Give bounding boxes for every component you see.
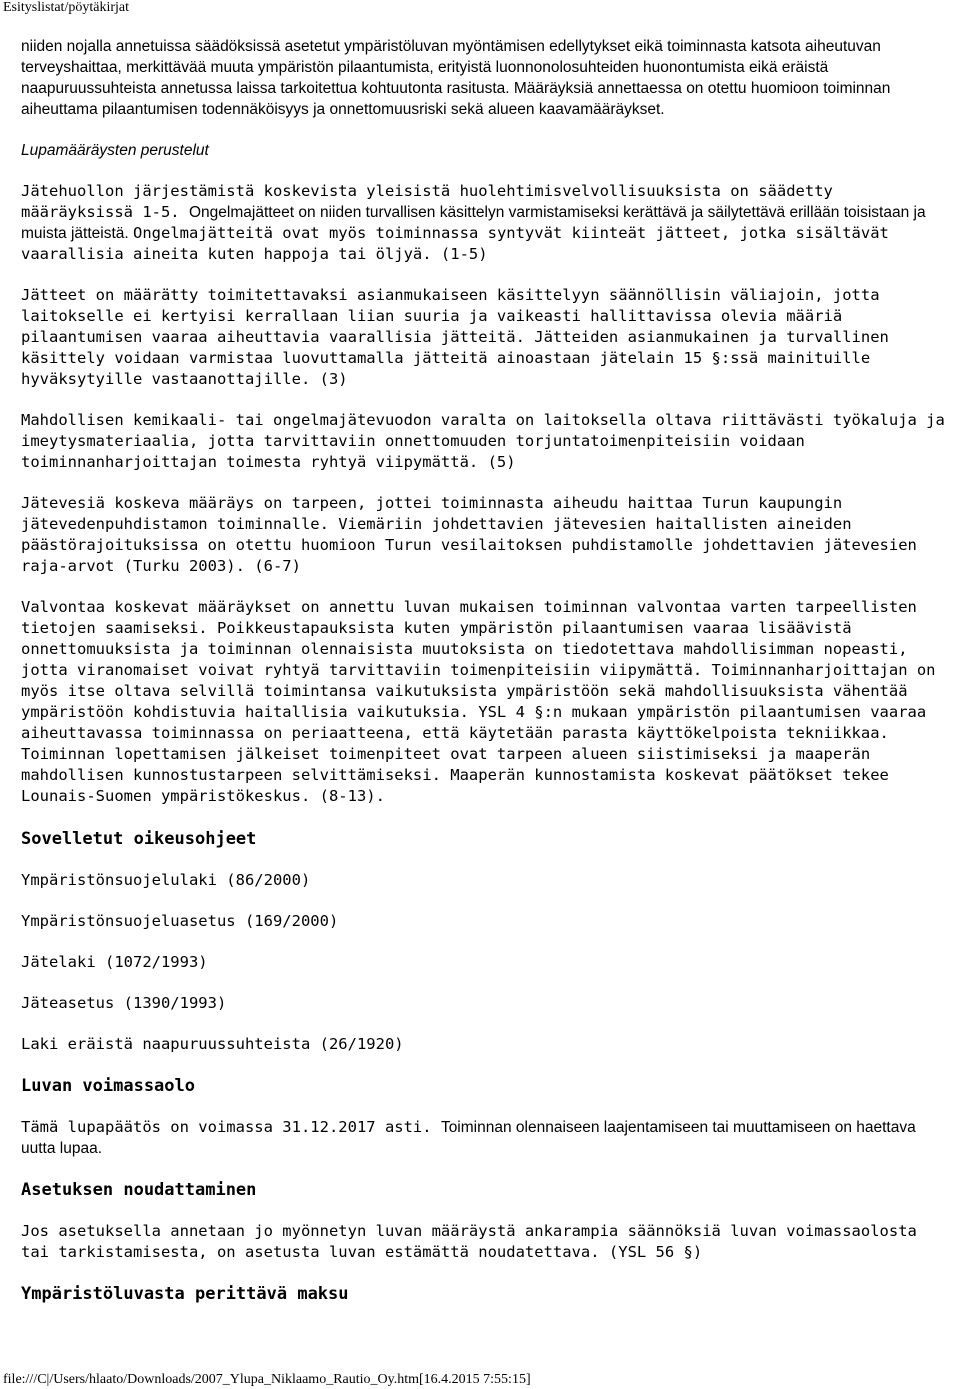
reasons-paragraph-1-part-c: Ongelmajätteitä ovat myös toiminnassa syntyvät kiinteät jätteet, jotka sisältävät vaarallisia aineita kuten happoja tai öljyä. (1-5) bbox=[21, 224, 889, 263]
guidance-item: Ympäristönsuojelulaki (86/2000) bbox=[21, 871, 311, 889]
validity-text bbox=[21, 1117, 951, 1159]
validity-heading: Luvan voimassaolo bbox=[21, 1076, 195, 1096]
intro-paragraph-part-1: niiden nojalla annetuissa säädöksissä asetetut ympäristöluvan myöntämisen edellytykset eikä toiminnasta katsota aiheutuvan terveyshaittaa, merkittävää muuta ympäristön pilaantumista, erityistä luonnonolosuhteiden huonontumista eikä eräistä naapuruussuhteista annetussa laissa tarkoitettua kohtuutonta rasitusta. bbox=[21, 38, 881, 97]
intro-paragraph bbox=[21, 36, 951, 120]
reasons-paragraph-1 bbox=[21, 181, 951, 265]
guidance-item: Ympäristönsuojeluasetus (169/2000) bbox=[21, 912, 339, 930]
reasons-paragraph-2: Jätteet on määrätty toimitettavaksi asianmukaiseen käsittelyyn säännöllisin väliajoin, jotta laitokselle ei kertyisi kerrallaan liian suuria ja vaikeasti hallittavissa olevia määriä pilaantumisen vaaraa aiheuttavia vaarallisia jätteitä. Jätteiden asianmukainen ja turvallinen käsittely voidaan varmistaa luovuttamalla jätteitä ainoastaan jätelain 15 §:ssä mainituille hyväksytyille vastaanottajille. (3) bbox=[21, 286, 889, 388]
browser-header-title: Esityslistat/pöytäkirjat bbox=[3, 0, 129, 15]
reasons-paragraph-3: Mahdollisen kemikaali- tai ongelmajätevuodon varalta on laitoksella oltava riittävästi työkaluja ja imeytysmateriaalia, jotta tarvittaviin onnettomuuden torjuntatoimenpiteisiin voidaan toiminnanharjoittajan toimesta ryhtyä viipymättä. (5) bbox=[21, 411, 945, 471]
reasons-paragraph-1-part-b: Ongelmajätteet on niiden turvallisen käsittelyn varmistamiseksi kerättävä ja säilytettävä erillään toisistaan ja muista jätteistä. bbox=[21, 204, 926, 242]
applied-guidance-heading: Sovelletut oikeusohjeet bbox=[21, 829, 257, 849]
reasons-paragraph-1-part-a: Jätehuollon järjestämistä koskevista yleisistä huolehtimisvelvollisuuksista on säädetty määräyksissä 1-5. bbox=[21, 182, 833, 221]
reasons-paragraph-4: Jätevesiä koskeva määräys on tarpeen, jottei toiminnasta aiheudu haittaa Turun kaupungin jätevedenpuhdistamon toiminnalle. Viemäriin johdettavien jätevesien haitallisten aineiden päästörajoituksissa on otettu huomioon Turun vesilaitoksen puhdistamolle johdettavien jätevesien raja-arvot (Turku 2003). (6-7) bbox=[21, 494, 917, 575]
compliance-text: Jos asetuksella annetaan jo myönnetyn luvan määräystä ankarampia säännöksiä luvan voimassaolosta tai tarkistamisesta, on asetusta luvan estämättä noudatettava. (YSL 56 §) bbox=[21, 1222, 917, 1261]
guidance-item: Jätelaki (1072/1993) bbox=[21, 953, 208, 971]
validity-text-part-a: Tämä lupapäätös on voimassa 31.12.2017 asti. bbox=[21, 1118, 441, 1136]
guidance-item: Laki eräistä naapuruussuhteista (26/1920) bbox=[21, 1035, 404, 1053]
intro-paragraph-part-2: Määräyksiä annettaessa on otettu huomioon toiminnan aiheuttama pilaantumisen todennäköisyys ja onnettomuusriski sekä alueen kaavamääräykset. bbox=[21, 80, 891, 118]
reasons-heading: Lupamääräysten perustelut bbox=[21, 142, 209, 159]
document-body bbox=[21, 36, 951, 1305]
compliance-heading: Asetuksen noudattaminen bbox=[21, 1180, 257, 1200]
fee-heading: Ympäristöluvasta perittävä maksu bbox=[21, 1284, 349, 1304]
guidance-item: Jäteasetus (1390/1993) bbox=[21, 994, 227, 1012]
validity-text-part-b: Toiminnan olennaiseen laajentamiseen tai muuttamiseen on haettava uutta lupaa. bbox=[21, 1119, 916, 1157]
reasons-paragraph-5: Valvontaa koskevat määräykset on annettu luvan mukaisen toiminnan valvontaa varten tarpeellisten tietojen saamiseksi. Poikkeustapauksista kuten ympäristön pilaantumisen vaaraa lisäävistä onnettomuuksista ja toiminnan olennaisista muutoksista on tiedotettava mahdollisimman nopeasti, jotta viranomaiset voivat ryhtyä tarvittaviin toimenpiteisiin viipymättä. Toiminnanharjoittajan on myös itse oltava selvillä toimintansa vaikutuksista ympäristöön sekä mahdollisuuksista vähentää ympäristöön kohdistuvia haitallisia vaikutuksia. YSL 4 §:n mukaan ympäristön pilaantumisen vaaraa aiheuttavassa toiminnassa on periaatteena, että käytetään parasta käyttökelpoista tekniikkaa. Toiminnan lopettamisen jälkeiset toimenpiteet ovat tarpeen alueen siistimiseksi ja maaperän mahdollisen kunnostustarpeen selvittämiseksi. Maaperän kunnostamista koskevat päätökset tekee Lounais-Suomen ympäristökeskus. (8-13). bbox=[21, 598, 936, 805]
browser-footer-path: file:///C|/Users/hlaato/Downloads/2007_Ylupa_Niklaamo_Rautio_Oy.htm[16.4.2015 7:55:15] bbox=[3, 1372, 531, 1387]
